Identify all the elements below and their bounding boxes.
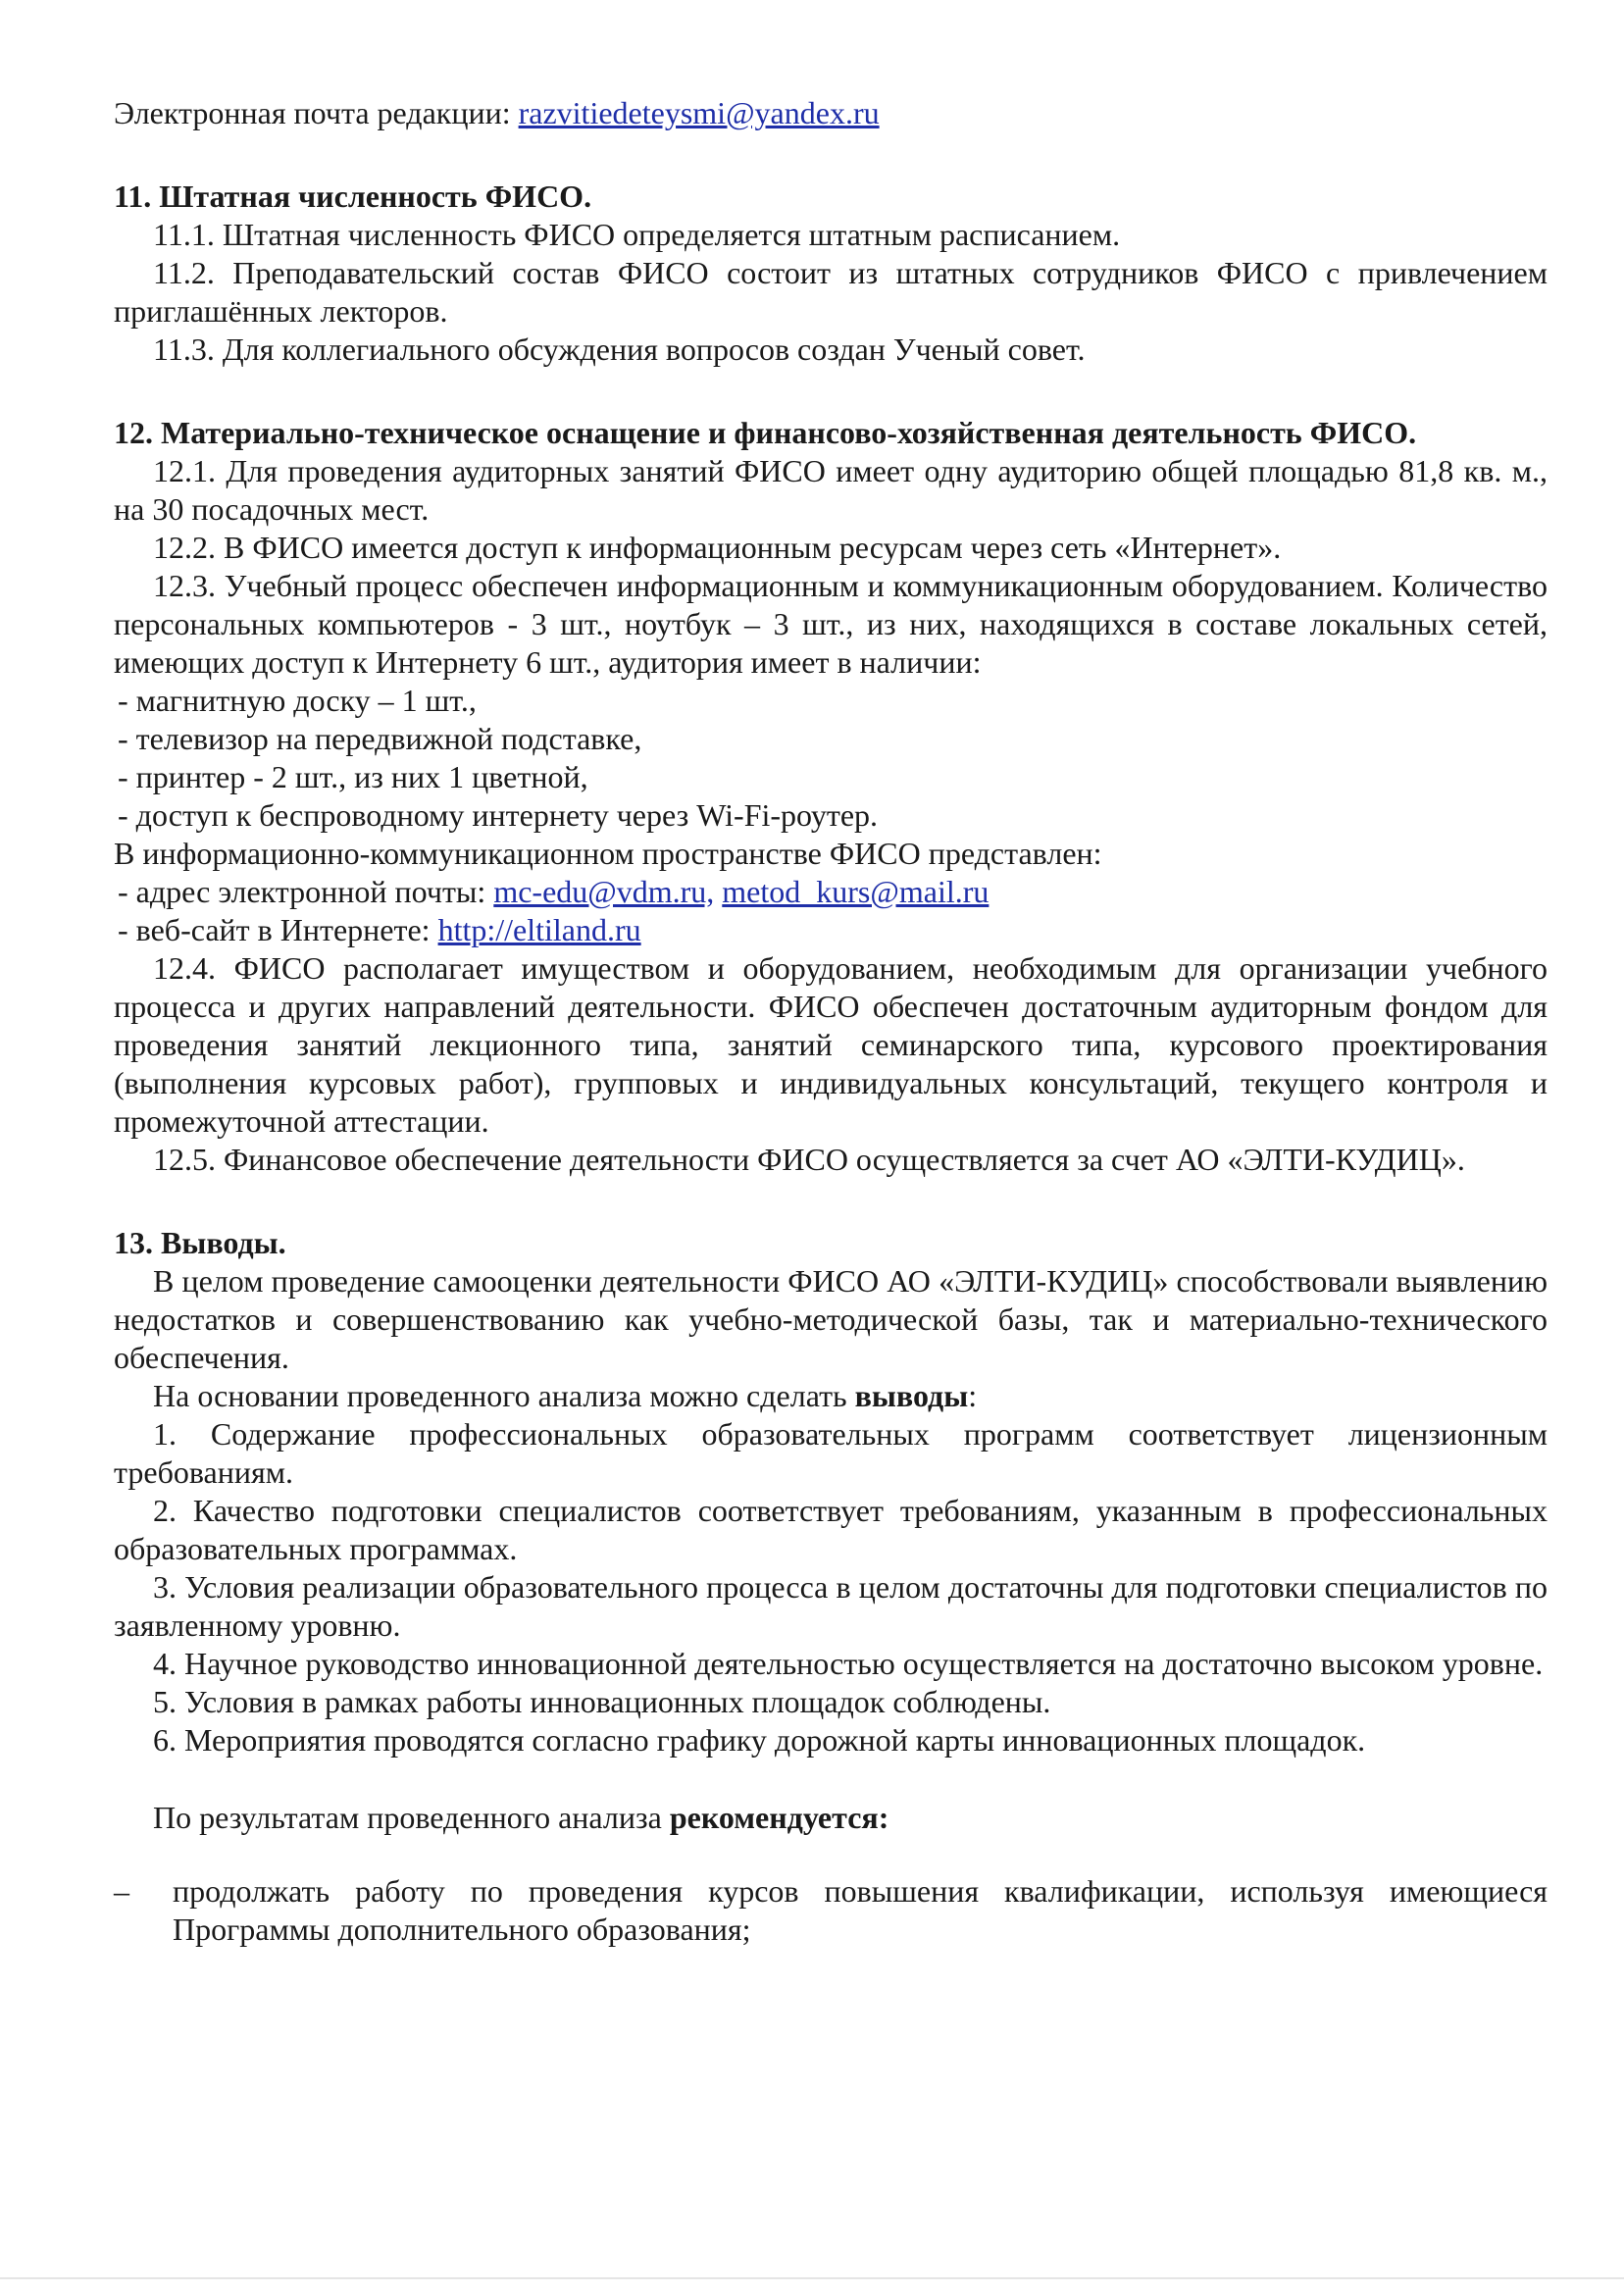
conclusion-item: 3. Условия реализации образовательного процесса в целом достаточны для подготовки специалистов по заявленному уровню. [114,1569,1548,1643]
conclusion-item: 2. Качество подготовки специалистов соответствует требованиям, указанным в профессиональных образовательных программах. [114,1493,1548,1566]
conclusions-lead [114,1377,1548,1415]
email-link-mc-edu[interactable]: mc-edu@vdm.ru, [493,874,715,909]
equipment-item: - магнитную доску – 1 шт., [118,683,477,718]
email-addresses-line [114,873,1548,911]
website-link[interactable]: http://eltiland.ru [437,912,641,947]
equipment-item: - принтер - 2 шт., из них 1 цветной, [118,759,588,794]
page-bottom-edge [0,2277,1624,2279]
paragraph-11-3: 11.3. Для коллегиального обсуждения вопросов создан Ученый совет. [153,331,1086,367]
page-content [114,94,1548,1949]
conclusion-item: 6. Мероприятия проводятся согласно графику дорожной карты инновационных площадок. [153,1722,1366,1758]
paragraph-12-3: 12.3. Учебный процесс обеспечен информационным и коммуникационным оборудованием. Количество персональных компьютеров - 3 шт., ноутбук – 3 шт., из них, находящихся в составе локальных сетей, имеющих доступ к Интернету 6 шт., аудитория имеет в наличии: [114,568,1548,680]
section-12-title: 12. Материально-техническое оснащение и финансово-хозяйственная деятельность ФИСО. [114,415,1417,450]
paragraph-11-1: 11.1. Штатная численность ФИСО определяется штатным расписанием. [153,217,1121,252]
equipment-item: - телевизор на передвижной подставке, [118,721,642,756]
paragraph-12-5: 12.5. Финансовое обеспечение деятельности ФИСО осуществляется за счет АО «ЭЛТИ-КУДИЦ». [153,1142,1465,1177]
conclusions-lead-text: На основании проведенного анализа можно сделать [153,1378,855,1413]
paragraph-12-4: 12.4. ФИСО располагает имуществом и оборудованием, необходимым для организации учебного процесса и других направлений деятельности. ФИСО обеспечен достаточным аудиторным фондом для проведения занятий лекционного типа, занятий семинарского типа, курсового проектирования (выполнения курсовых работ), групповых и индивидуальных консультаций, текущего контроля и промежуточной аттестации. [114,950,1548,1139]
editorial-email-link[interactable]: razvitiedeteysmi@yandex.ru [518,95,880,130]
recommendations-lead-text: По результатам проведенного анализа [153,1800,670,1835]
conclusions-intro: В целом проведение самооценки деятельности ФИСО АО «ЭЛТИ-КУДИЦ» способствовали выявлению недостатков и совершенствованию как учебно-методической базы, так и материально-технического обеспечения. [114,1263,1548,1375]
recommendations-lead [114,1799,1548,1837]
email-label: Электронная почта редакции: [114,95,519,130]
conclusion-item: 1. Содержание профессиональных образовательных программ соответствует лицензионным требованиям. [114,1416,1548,1490]
section-11-title: 11. Штатная численность ФИСО. [114,178,592,214]
section-13-title: 13. Выводы. [114,1225,286,1260]
equipment-item: - доступ к беспроводному интернету через Wi-Fi-роутер. [118,797,879,833]
email-link-metod-kurs[interactable]: metod_kurs@mail.ru [722,874,990,909]
editorial-email-line [114,94,1548,132]
conclusions-lead-bold: выводы [854,1378,969,1413]
website-line [114,911,1548,949]
recommendation-text: продолжать работу по проведения курсов повышения квалификации, используя имеющиеся Программы дополнительного образования; [173,1873,1548,1947]
conclusions-lead-colon: : [968,1378,978,1413]
paragraph-12-2: 12.2. В ФИСО имеется доступ к информационным ресурсам через сеть «Интернет». [153,530,1282,565]
dash-bullet-icon: – [114,1873,129,1909]
conclusion-item: 5. Условия в рамках работы инновационных площадок соблюдены. [153,1684,1051,1719]
paragraph-12-1: 12.1. Для проведения аудиторных занятий ФИСО имеет одну аудиторию общей площадью 81,8 кв. м., на 30 посадочных мест. [114,453,1548,527]
info-space-line: В информационно-коммуникационном пространстве ФИСО представлен: [114,836,1102,871]
conclusion-item: 4. Научное руководство инновационной деятельностью осуществляется на достаточно высоком уровне. [153,1646,1544,1681]
recommendations-lead-bold: рекомендуется: [669,1800,889,1835]
email-prefix: - адрес электронной почты: [118,874,494,909]
website-prefix: - веб-сайт в Интернете: [118,912,438,947]
recommendation-item [114,1872,1548,1949]
paragraph-11-2: 11.2. Преподавательский состав ФИСО состоит из штатных сотрудников ФИСО с привлечением приглашённых лекторов. [114,255,1548,329]
